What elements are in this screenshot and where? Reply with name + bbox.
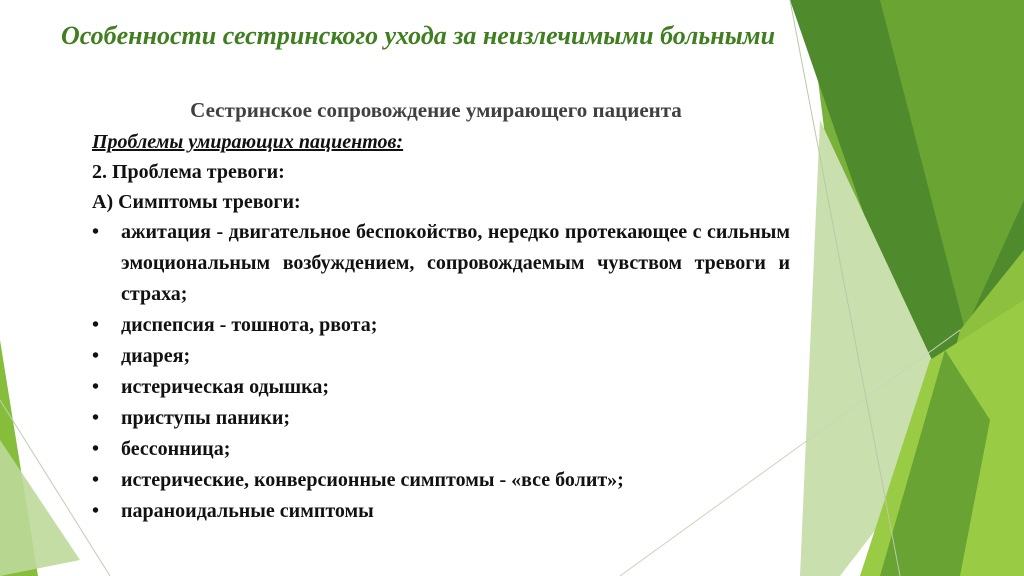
list-item: • истерическая одышка; bbox=[92, 372, 790, 403]
list-item: • бессонница; bbox=[92, 434, 790, 465]
symptoms-list bbox=[92, 217, 790, 527]
slide-subtitle: Сестринское сопровождение умирающего пациента bbox=[190, 98, 682, 122]
list-item: • диспепсия - тошнота, рвота; bbox=[92, 310, 790, 341]
content-block bbox=[92, 127, 790, 527]
list-item: • ажитация - двигательное беспокойство, нередко протекающее с сильным эмоциональным возбуждением, сопровождаемым чувством тревоги и страха; bbox=[92, 217, 790, 310]
list-item: • истерические, конверсионные симптомы - «все болит»; bbox=[92, 465, 790, 496]
symptoms-heading: А) Симптомы тревоги: bbox=[92, 191, 301, 213]
list-item: • диарея; bbox=[92, 341, 790, 372]
problem-heading: 2. Проблема тревоги: bbox=[92, 161, 285, 183]
slide-title: Особенности сестринского ухода за неизлечимыми больными bbox=[60, 21, 776, 50]
list-item: • параноидальные симптомы bbox=[92, 496, 790, 527]
list-item: • приступы паники; bbox=[92, 403, 790, 434]
section-heading: Проблемы умирающих пациентов: bbox=[92, 131, 404, 153]
